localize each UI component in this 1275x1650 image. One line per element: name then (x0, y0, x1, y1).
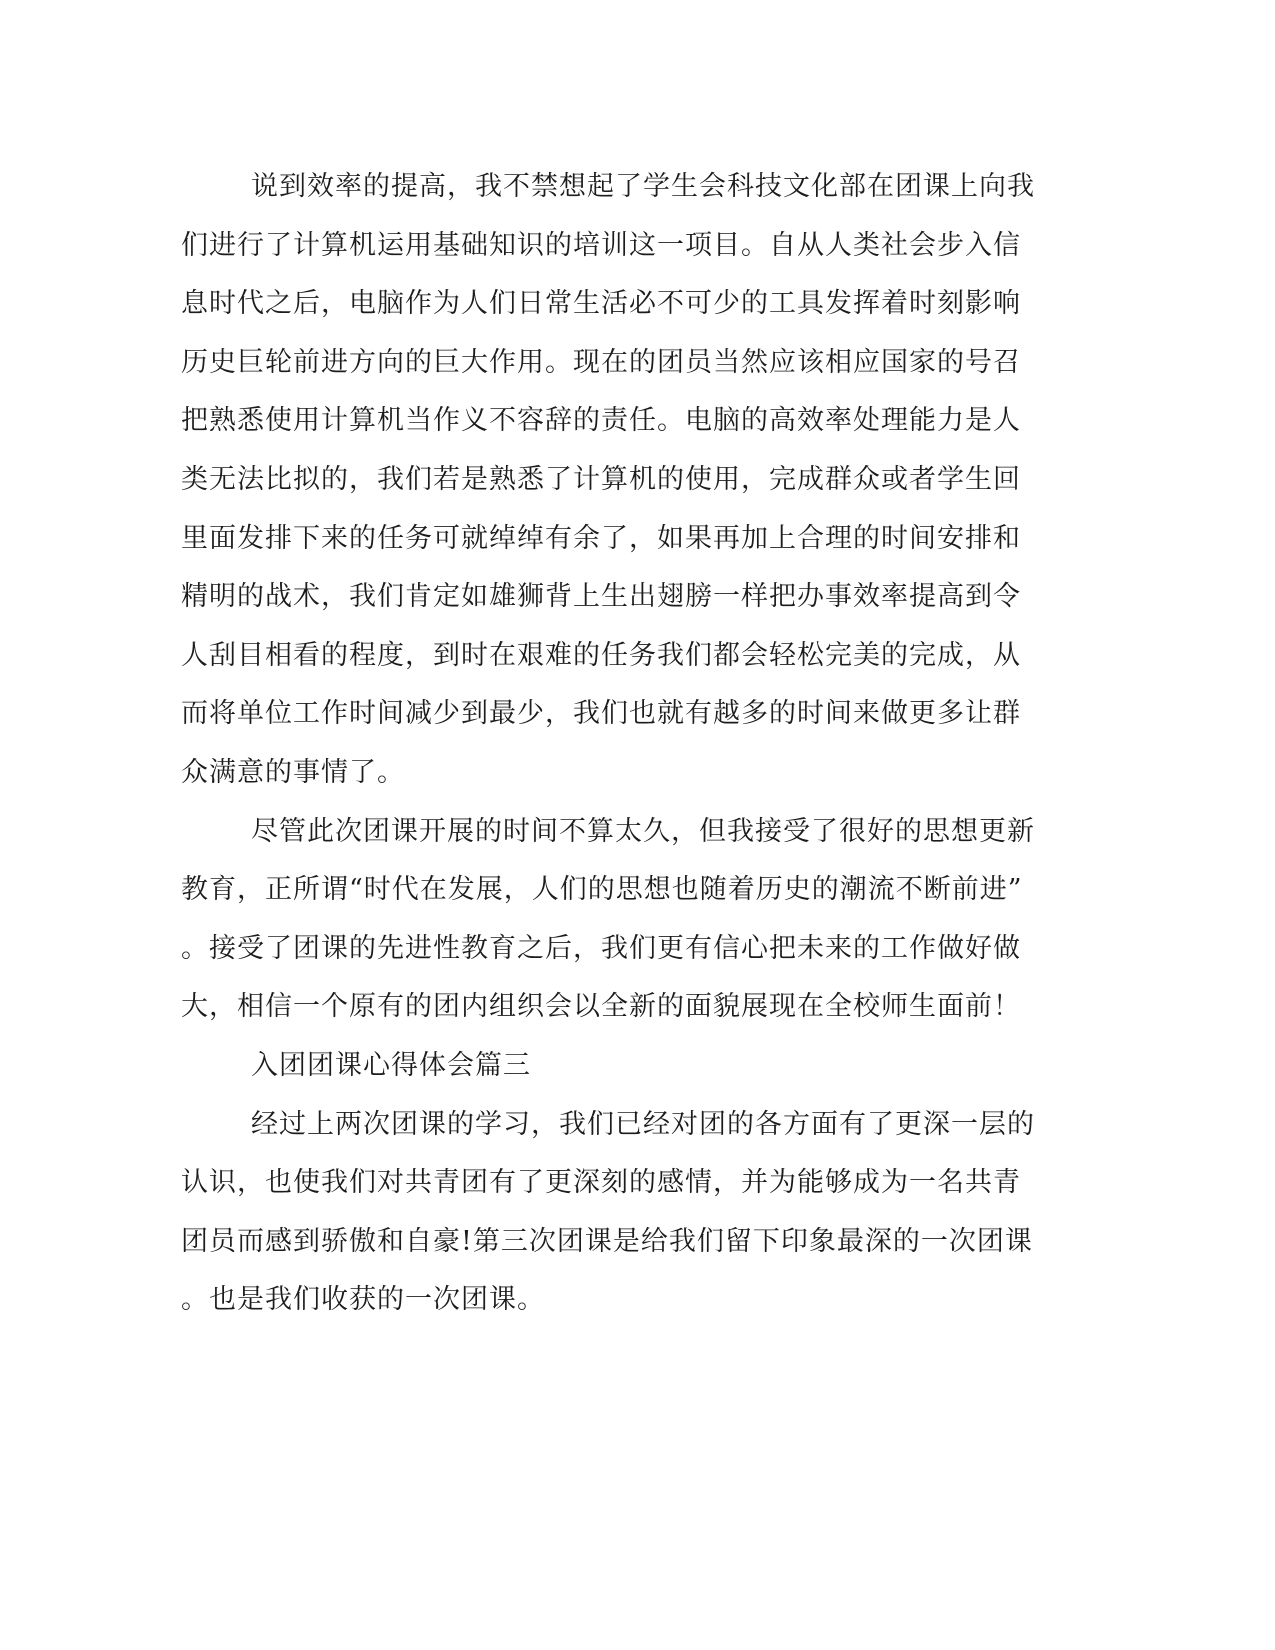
text-line: 尽管此次团课开展的时间不算太久，但我接受了很好的思想更新 (251, 815, 1035, 847)
text-line: 认识，也使我们对共青团有了更深刻的感情，并为能够成为一名共青 (181, 1167, 1021, 1199)
text-line: 团员而感到骄傲和自豪!第三次团课是给我们留下印象最深的一次团课 (181, 1225, 1033, 1257)
document-body (181, 158, 1035, 1330)
text-line: 们进行了计算机运用基础知识的培训这一项目。自从人类社会步入信 (181, 229, 1021, 261)
text-line: 众满意的事情了。 (181, 756, 405, 788)
text-line: 人刮目相看的程度，到时在艰难的任务我们都会轻松完美的完成，从 (181, 639, 1021, 671)
text-line: 。接受了团课的先进性教育之后，我们更有信心把未来的工作做好做 (181, 932, 1021, 964)
text-line: 息时代之后，电脑作为人们日常生活必不可少的工具发挥着时刻影响 (181, 288, 1021, 320)
text-line: 教育，正所谓“时代在发展，人们的思想也随着历史的潮流不断前进” (181, 874, 1023, 906)
paragraph-efficiency (181, 158, 1035, 803)
text-line: 类无法比拟的，我们若是熟悉了计算机的使用，完成群众或者学生回 (181, 463, 1021, 495)
text-line: 历史巨轮前进方向的巨大作用。现在的团员当然应该相应国家的号召 (181, 346, 1021, 378)
text-line: 说到效率的提高，我不禁想起了学生会科技文化部在团课上向我 (251, 171, 1035, 202)
paragraph-education (181, 803, 1035, 1037)
text-line: 把熟悉使用计算机当作义不容辞的责任。电脑的高效率处理能力是人 (181, 405, 1021, 437)
text-line: 。也是我们收获的一次团课。 (181, 1284, 545, 1316)
text-line: 而将单位工作时间减少到最少，我们也就有越多的时间来做更多让群 (181, 698, 1021, 730)
text-line: 大，相信一个原有的团内组织会以全新的面貌展现在全校师生面前！ (181, 991, 1021, 1023)
text-line: 里面发排下来的任务可就绰绰有余了，如果再加上合理的时间安排和 (181, 522, 1021, 554)
section-heading: 入团团课心得体会篇三 (251, 1049, 531, 1081)
text-line: 经过上两次团课的学习，我们已经对团的各方面有了更深一层的 (251, 1108, 1035, 1140)
text-line: 精明的战术，我们肯定如雄狮背上生出翅膀一样把办事效率提高到令 (181, 581, 1021, 613)
paragraph-third-lesson (181, 1096, 1035, 1330)
